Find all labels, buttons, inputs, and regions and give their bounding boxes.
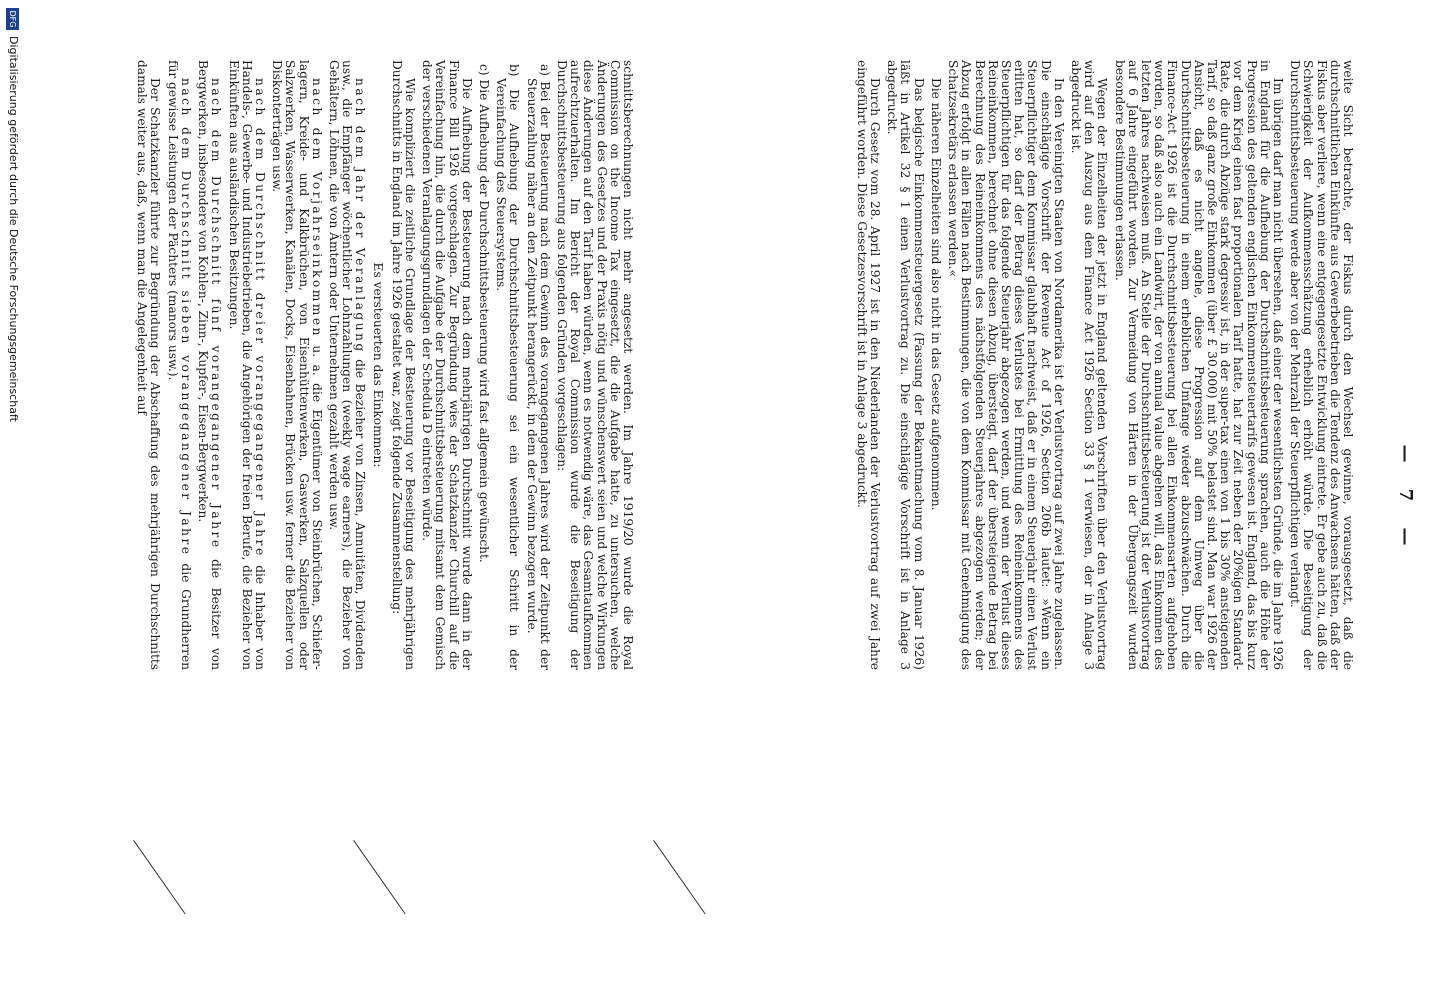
group-heading: nach dem Jahr der Veranlagung [353,78,368,354]
list-item: b) Die Aufhebung der Durchschnittsbesteuerung sei ein wesentlicher Schritt in der Vereinfachung des Steuersystems. [494,64,522,670]
paragraph: Das belgische Einkommensteuergesetz (Fassung der Bekanntmachung vom 8. Januar 1926) läßt in Artikel 32 § 1 einen Verlustvortrag zu. Die einschlägige Vorschrift ist in Anlage 3 abgedruckt. [885,60,926,670]
margin-mark [353,840,405,914]
group-text: u. a. die Eigentümer von Steinbrüchen, Schiefer-lagern, Kreide- und Kalkbrüchen, von Eisenhüttenwerken, Gaswerken, Salzquellen oder Salzwerken, Wasserwerken, Kanälen, Docks, Eisenbahnen, Brücken usw. ferner die Bezieher von Diskonterträgen usw. [270,60,324,670]
paragraph: Der Schatzkanzler führte zur Begründung der Abschaffung des mehrjährigen Durchschnitts damals weiter aus, daß, wenn man die Angelegenheit auf [135,60,163,670]
page-number: — 7 — [1395,444,1416,556]
list-item [226,60,266,670]
footer-text: Digitalisierung gefördert durch die Deutsche Forschungsgemeinschaft [7,36,20,422]
text-column-right [851,60,1354,670]
list-item: c) Die Aufhebung der Durchschnittsbesteuerung wird fast allgemein gewünscht. [476,64,491,563]
margin-mark [653,840,705,914]
group-text: die Bezieher von Zinsen, Annuitäten, Dividenden usw., die Empfänger wöchentlicher Lohnzahlungen (weekly wage earners), die Bezieher von Gehältern, Löhnen, die von Ämtern oder Unternehmen gezahlt werden usw. [326,60,368,670]
paragraph: Die näheren Einzelheiten sind also nicht in das Gesetz aufgenommen. [928,78,943,511]
text-column-left [131,60,634,670]
paragraph: Wegen der Einzelheiten der jetzt in England geltenden Vorschriften über den Verlustvortrag wird auf den Auszug aus dem Finance Act 1926 Section 33 § 1 verwiesen, der in Anlage 3 abgedruckt ist. [1068,60,1110,670]
paragraph: Durch Gesetz vom 28. April 1927 ist in den Niederlanden der Verlustvortrag auf zwei Jahre eingeführt worden. Diese Gesetzesvorschrift ist in Anlage 3 abgedruckt. [854,60,883,670]
group-heading: nach dem Vorjahrseinkommen [309,78,324,338]
subheading: Es versteuerten das Einkommen: [370,262,385,468]
paragraph: Im übrigen darf man nicht übersehen, daß einer der wesentlichsten Gründe, die im Jahre 1926 in England für die Aufhebung der Durchschnittsbesteuerung sprachen, auch die Höhe der Progression des geltenden englischen Einkommensteuertarifs gewesen ist. England, das bis kurz vor dem Krieg einen fast proportionalen Tarif hatte, hat zur Zeit neben der 20%igen Standard-Rate, die durch Abzüge stark degressiv ist, in der super-tax einen von 1 bis 30% ansteigenden Tarif, so daß ganz große Einkommen (über £ 30.000) mit 50% belastet sind. Man war 1926 der Ansicht, daß es nicht angehe, diese Progression auf dem Umweg über die Durchschnittsbesteuerung in einem erheblichen Umfange wieder abzuschwächen. Durch die Finance-Act 1926 ist die Durchschnittsbesteuerung bei allen Einkommensarten aufgehoben worden, so daß also auch ein Landwirt, der von annual value abgehen will, das Einkommen des letzten Jahres nachweisen muß. An Stelle der Durchschnittsbesteuerung ist der Verlustvortrag auf 6 Jahre eingeführt worden. Zur Vermeidung von Härten in der Übergangszeit wurden besondere Bestimmungen erlassen. [1112,60,1285,670]
list-item [327,60,367,670]
paragraph: schnittsberechnungen nicht mehr angesetzt werden. Im Jahre 1919/20 wurde die Royal Commission on the Income Tax eingesetzt, die die Aufgabe hatte, zu untersuchen, welche Änderungen des Gesetzes und der Praxis nötig und wünschenswert seien und welche Wirkungen diese Änderungen auf den Tarif haben würden, wenn es notwendig wäre, das Gesamtaufkommen aufrechtzuerhalten. Im Bericht der Royal Commission wurde die Beseitigung der Durchschnittsbesteuerung aus folgenden Gründen vorgeschlagen: [554,60,635,670]
dfg-logo: DFG [7,8,20,30]
group-heading: nach dem Durchschnitt fünf vorangegangener Jahre [209,78,224,550]
digitization-footer [0,0,26,1000]
paragraph: weite Sicht betrachte, der Fiskus durch den Wechsel gewinne, vorausgesetzt, daß die durchschnittlichen Einkünfte aus Gewerbebetrieben die Tendenz des Anwachsens hätten, daß der Fiskus aber verliere, wenn eine entgegengesetzte Entwicklung eintrete. Er gebe auch zu, daß die Schwierigkeit der Aufkommensschätzung erheblich erhöht würde. Die Beseitigung der Durchschnittsbesteuerung werde aber von der Mehrzahl der Steuerpflichtigen verlangt. [1288,60,1355,670]
group-text: die Grundherren für gewisse Leistungen der Pächters (manors usw.). [165,60,193,671]
list-item [196,60,222,670]
group-text: die Besitzer von Bergwerken, insbesondere von Kohlen-, Zinn-, Kupfer-, Eisen-Bergwerken. [196,60,224,670]
paragraph: Wie kompliziert die zeitliche Grundlage der Besteuerung vor Beseitigung des mehrjährigen Durchschnitts in England im Jahre 1926 gestaltet war, zeigt folgende Zusammenstellung: [389,60,417,670]
list-item: a) Bei der Besteuerung nach dem Gewinn des vorangegangenen Jahres wird der Zeitpunkt der Steuerzahlung näher an den Zeitpunkt herangerückt, in dem der Gewinn bezogen wurde. [524,64,552,670]
group-heading: nach dem Durchschnitt dreier vorangegangener Jahre [252,78,267,558]
paragraph: Die Aufhebung der Besteuerung nach dem mehrjährigen Durchschnitt wurde dann in der Finance Bill 1926 vorgeschlagen. Zur Begründung wies der Schatzkanzler Churchill auf die Vereinfachung hin, die durch die Aufgabe der Durchschnittsbesteuerung mitsamt dem Gemisch der verschiedenen Veranlagungsgrundlagen der Schedula D eintreten würde. [420,60,474,670]
list-item [270,60,323,670]
paragraph: In den Vereinigten Staaten von Nordamerika ist der Verlustvortrag auf zwei Jahre zugelassen. Die einschlägige Vorschrift der Revenue Act of 1926, Section 206b lautet: »Wenn ein Steuerpflichtiger dem Kommissar glaubhaft nachweist, daß er in einem Steuerjahr einen Verlust erlitten hat, so darf der Betrag dieses Verlustes bei Ermittlung des Reineinkommens des Steuerpflichtigen für das folgende Steuerjahr abgezogen werden, und wenn der Verlust dieses Reineinkommen, berechnet ohne diesen Abzug, übersteigt, darf der übersteigende Betrag bei Berechnung des Reineinkommens des nächstfolgenden Steuerjahres abgezogen werden; der Abzug erfolgt in allen Fällen nach Bestimmungen, die von dem Kommissar mit Genehmigung des Schatzsekretärs erlassen werden.« [946,60,1066,670]
list-item [166,60,192,670]
group-heading: nach dem Durchschnitt sieben vorangegangener Jahre [178,78,193,557]
group-text: die Inhaber von Handels-, Gewerbe- und Industriebetrieben, die Angehörigen der freien Berufe, die Bezieher von Einkünften aus ausländischen Besitzungen. [226,60,267,670]
margin-mark [133,840,185,914]
